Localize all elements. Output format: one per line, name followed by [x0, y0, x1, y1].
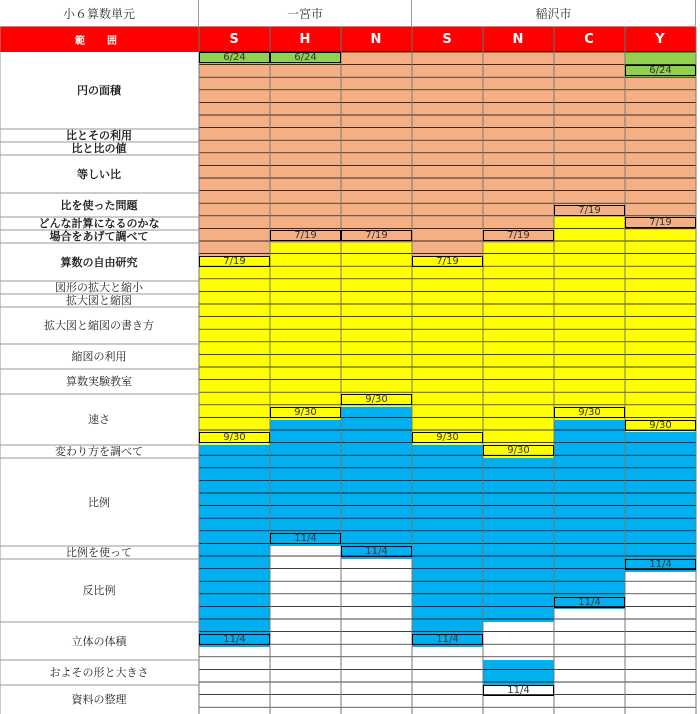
schedule-cell-block	[625, 230, 696, 432]
schedule-cell-block	[554, 420, 625, 609]
schedule-cell-block	[483, 622, 554, 660]
topic-label: 算数の自由研究	[60, 255, 138, 269]
topic-label: 比と比の値	[71, 142, 127, 155]
topic-label: 変わり方を調べて	[55, 445, 143, 458]
schedule-cell-block	[625, 572, 696, 714]
school-col-3: S	[412, 27, 483, 52]
range-label: 範 囲	[0, 27, 199, 52]
schedule-cell-block	[270, 546, 341, 714]
date-mark: 9/30	[554, 407, 625, 418]
city-ichinomiya: 一宮市	[199, 0, 412, 27]
schedule-cell-block	[270, 420, 341, 546]
schedule-cell-block	[625, 432, 696, 572]
date-mark: 9/30	[199, 432, 270, 443]
date-mark: 7/19	[554, 205, 625, 216]
date-mark: 7/19	[270, 230, 341, 241]
schedule-cell-block	[483, 458, 554, 622]
schedule-cell-block	[199, 65, 270, 256]
date-mark: 9/30	[270, 407, 341, 418]
schedule-cell-block	[412, 256, 483, 445]
schedule-cell-block	[554, 52, 625, 217]
date-mark: 11/4	[554, 597, 625, 608]
topic-label: 図形の拡大と縮小	[55, 281, 143, 294]
date-mark: 9/30	[341, 394, 412, 405]
date-mark: 7/19	[199, 256, 270, 267]
city-inazawa: 稲沢市	[412, 0, 696, 27]
school-col-0: S	[199, 27, 270, 52]
schedule-cell-block	[199, 256, 270, 445]
schedule-cell-block	[341, 559, 412, 714]
date-mark: 11/4	[412, 634, 483, 645]
schedule-cell-block	[483, 660, 554, 685]
date-mark: 7/19	[483, 230, 554, 241]
date-mark: 11/4	[341, 546, 412, 557]
topic-label: 比例	[88, 495, 110, 509]
topic-label: 立体の体積	[71, 634, 127, 648]
date-mark: 7/19	[341, 230, 412, 241]
school-col-1: H	[270, 27, 341, 52]
topic-label: 拡大図と縮図の書き方	[44, 319, 154, 332]
schedule-cell-block	[554, 609, 625, 714]
schedule-cell-block	[412, 52, 483, 256]
school-col-5: C	[554, 27, 625, 52]
date-mark: 7/19	[412, 256, 483, 267]
date-mark: 11/4	[270, 533, 341, 544]
date-mark: 9/30	[412, 432, 483, 443]
topic-label: 縮図の利用	[71, 350, 127, 363]
school-col-2: N	[341, 27, 412, 52]
schedule-cell-block	[483, 243, 554, 458]
topic-label: 拡大図と縮図	[66, 294, 132, 307]
date-mark: 6/24	[625, 65, 696, 76]
schedule-cell-block	[412, 445, 483, 647]
schedule-cell-block	[270, 65, 341, 243]
date-mark: 11/4	[199, 634, 270, 645]
date-mark: 11/4	[483, 685, 554, 696]
schedule-cell-block	[341, 52, 412, 243]
topic-label: 比とその利用	[66, 129, 132, 142]
schedule-cell-block	[554, 217, 625, 420]
school-col-4: N	[483, 27, 554, 52]
title-cell: 小６算数単元	[0, 0, 199, 27]
date-mark: 11/4	[625, 559, 696, 570]
schedule-cell-block	[625, 78, 696, 230]
topic-label: 速さ	[88, 413, 110, 426]
topic-label: およその形と大きさ	[49, 666, 149, 679]
schedule-cell-block	[341, 243, 412, 407]
school-col-6: Y	[625, 27, 696, 52]
date-mark: 7/19	[625, 217, 696, 228]
date-mark: 6/24	[270, 52, 341, 63]
topic-label: 資料の整理	[71, 693, 127, 706]
topic-label: 比を使った問題	[60, 198, 138, 212]
topic-label: 等しい比	[77, 167, 121, 181]
date-mark: 6/24	[199, 52, 270, 63]
topic-label: 算数実験教室	[66, 375, 132, 388]
schedule-cell-block	[270, 243, 341, 420]
schedule-cell-block	[483, 52, 554, 243]
topic-label: 比例を使って	[66, 546, 132, 559]
date-mark: 9/30	[625, 420, 696, 431]
schedule-cell-block	[199, 445, 270, 647]
topic-label: 反比例	[82, 584, 116, 597]
topic-label: 円の面積	[77, 84, 121, 97]
topic-label: 場合をあげて調べて	[49, 230, 149, 243]
date-mark: 9/30	[483, 445, 554, 456]
topic-label: どんな計算になるのかな	[38, 217, 160, 230]
